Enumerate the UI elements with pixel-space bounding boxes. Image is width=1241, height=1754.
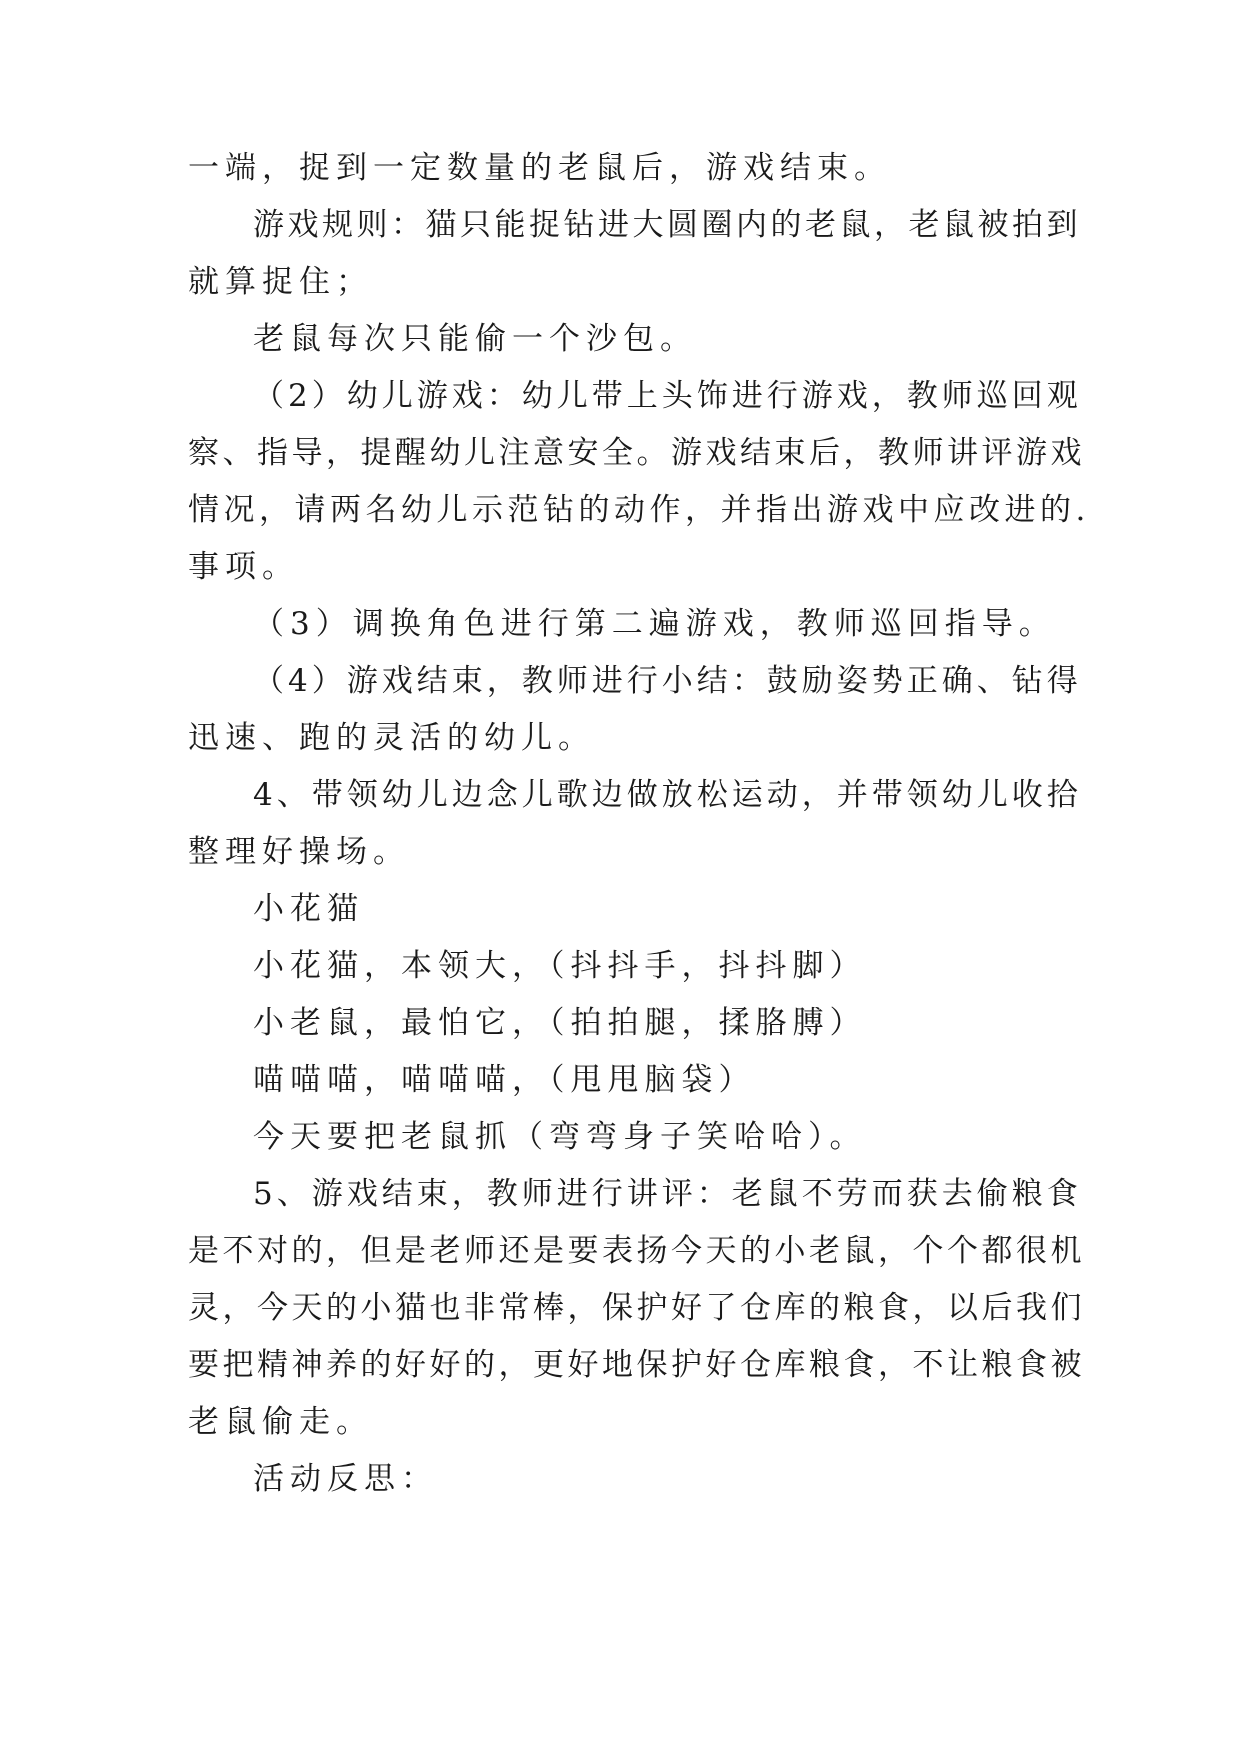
- text-line-3: 就算捉住；: [188, 264, 373, 300]
- text-line-20: 是不对的，但是老师还是要表扬今天的小老鼠，个个都很机: [188, 1233, 1085, 1269]
- text-line-4: 老鼠每次只能偷一个沙包。: [253, 321, 697, 357]
- text-line-10: （4）游戏结束，教师进行小结：鼓励姿势正确、钻得: [253, 663, 1082, 699]
- text-line-12: 4、带领幼儿边念儿歌边做放松运动，并带领幼儿收拾: [253, 777, 1082, 813]
- text-line-8: 事项。: [188, 549, 299, 585]
- poem-line-1: 小花猫，本领大，（抖抖手，抖抖脚）: [253, 948, 867, 984]
- text-line-7: 情况，请两名幼儿示范钻的动作，并指出游戏中应改进的.: [188, 492, 1090, 528]
- poem-line-3: 喵喵喵，喵喵喵，（甩甩脑袋）: [253, 1062, 756, 1098]
- text-line-23: 老鼠偷走。: [188, 1404, 373, 1440]
- text-line-1: 一端，捉到一定数量的老鼠后，游戏结束。: [188, 150, 891, 186]
- text-line-22: 要把精神养的好好的，更好地保护好仓库粮食，不让粮食被: [188, 1347, 1085, 1383]
- text-line-19: 5、游戏结束，教师进行讲评：老鼠不劳而获去偷粮食: [253, 1176, 1082, 1212]
- text-line-5: （2）幼儿游戏：幼儿带上头饰进行游戏，教师巡回观: [253, 378, 1082, 414]
- text-line-21: 灵，今天的小猫也非常棒，保护好了仓库的粮食，以后我们: [188, 1290, 1085, 1326]
- text-line-11: 迅速、跑的灵活的幼儿。: [188, 720, 595, 756]
- text-line-6: 察、指导，提醒幼儿注意安全。游戏结束后，教师讲评游戏: [188, 435, 1085, 471]
- poem-title: 小花猫: [253, 891, 364, 927]
- poem-line-4: 今天要把老鼠抓（弯弯身子笑哈哈）。: [253, 1119, 867, 1155]
- text-line-9: （3）调换角色进行第二遍游戏，教师巡回指导。: [253, 606, 1056, 642]
- section-heading-reflection: 活动反思：: [253, 1461, 438, 1497]
- text-line-2: 游戏规则：猫只能捉钻进大圆圈内的老鼠，老鼠被拍到: [253, 207, 1081, 243]
- text-line-13: 整理好操场。: [188, 834, 410, 870]
- poem-line-2: 小老鼠，最怕它，（拍拍腿，揉胳膊）: [253, 1005, 867, 1041]
